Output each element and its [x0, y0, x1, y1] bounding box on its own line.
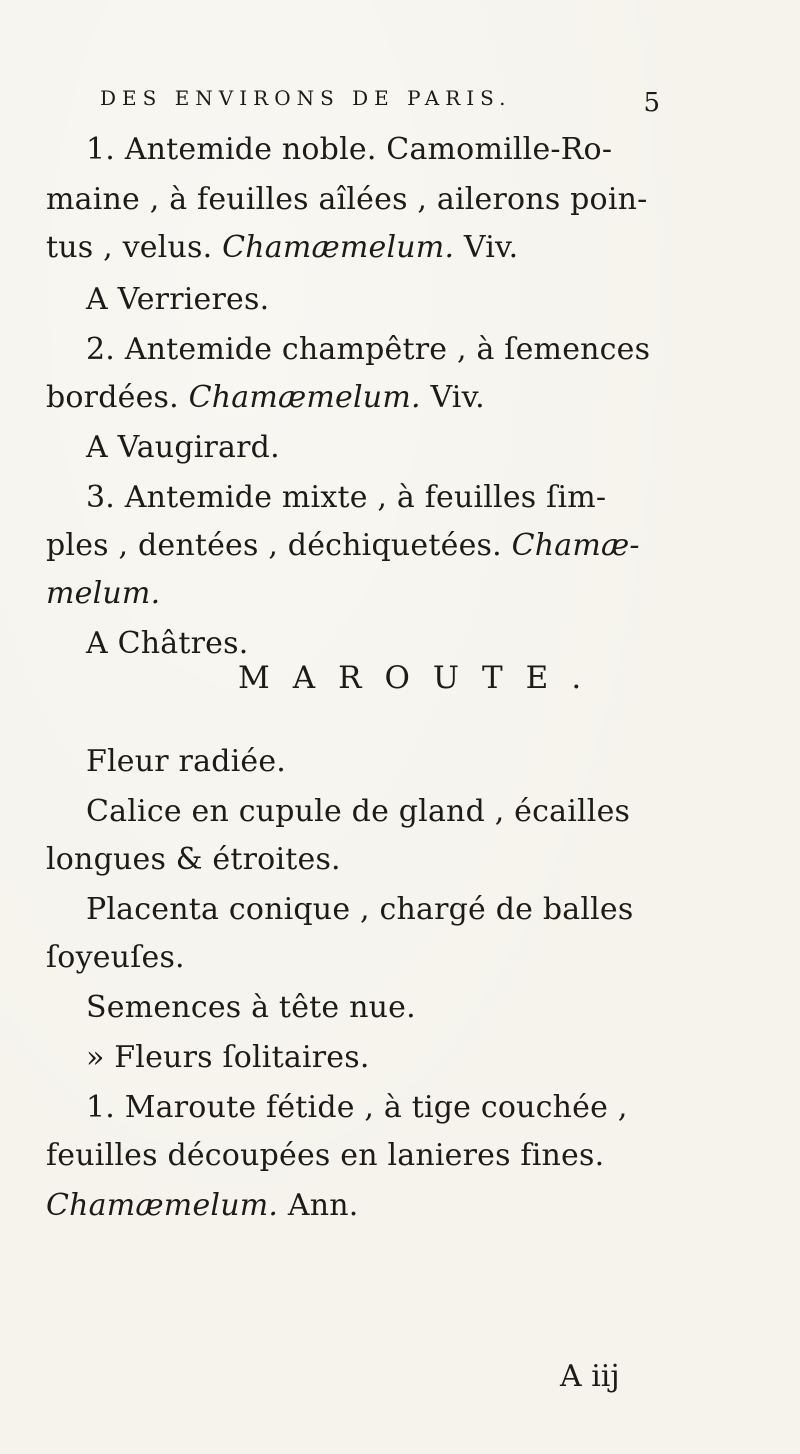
section-line-1: Fleur radiée. — [86, 744, 287, 779]
running-head: DES ENVIRONS DE PARIS. — [100, 86, 512, 110]
duration-label: Viv. — [454, 230, 519, 265]
section-line-4: Placenta conique , chargé de balles — [86, 892, 634, 927]
page-header — [100, 86, 660, 120]
section-line-6: Semences à tête nue. — [86, 990, 416, 1025]
maroute-entry-line-2: feuilles découpées en lanieres fines. — [46, 1138, 605, 1173]
entry-1-line-2: maine , à feuilles aîlées , ailerons poin- — [46, 182, 648, 217]
entry-3-locality: A Châtres. — [86, 626, 249, 661]
entry-1-text: tus , velus. — [46, 230, 223, 265]
entry-1-locality: A Verrieres. — [86, 282, 270, 317]
entry-1-line-1: 1. Antemide noble. Camomille-Ro- — [86, 132, 613, 167]
latin-name: Chamæmelum. — [222, 230, 455, 265]
section-line-3: longues & étroites. — [46, 842, 341, 877]
entry-3-line-1: 3. Antemide mixte , à feuilles ſim- — [86, 480, 607, 515]
entry-3-line-2 — [46, 528, 640, 564]
duration-label: Ann. — [278, 1188, 359, 1223]
entry-1-line-3 — [46, 230, 518, 266]
maroute-entry-line-3 — [46, 1188, 359, 1224]
latin-name: Chamæ- — [511, 528, 640, 563]
entry-2-text: bordées. — [46, 380, 189, 415]
entry-2-locality: A Vaugirard. — [86, 430, 280, 465]
entry-2-line-1: 2. Antemide champêtre , à ſemences — [86, 332, 651, 367]
entry-3-line-3: melum. — [46, 576, 161, 611]
entry-3-text: ples , dentées , déchiquetées. — [46, 528, 512, 563]
page-number: 5 — [643, 88, 660, 118]
duration-label: Viv. — [420, 380, 485, 415]
section-title: MAROUTE. — [238, 660, 605, 696]
section-line-5: ſoyeuſes. — [46, 940, 185, 975]
latin-name: Chamæmelum. — [46, 1188, 279, 1223]
signature-mark: A iij — [560, 1359, 620, 1394]
entry-2-line-2 — [46, 380, 485, 416]
section-line-2: Calice en cupule de gland , écailles — [86, 794, 631, 829]
section-line-7: » Fleurs ſolitaires. — [86, 1040, 370, 1075]
latin-name: Chamæmelum. — [188, 380, 421, 415]
maroute-entry-line-1: 1. Maroute fétide , à tige couchée , — [86, 1090, 628, 1125]
